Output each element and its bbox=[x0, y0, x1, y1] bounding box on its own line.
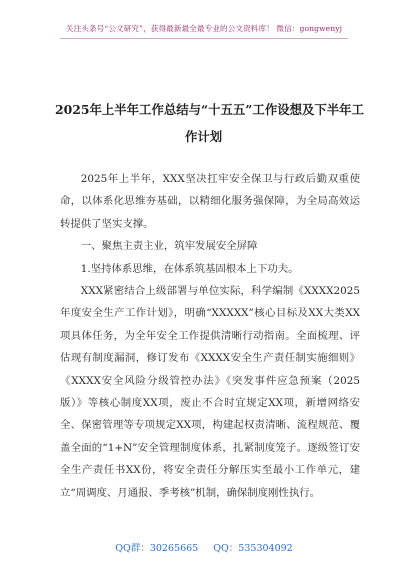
document-title-line-2: 作计划 bbox=[185, 129, 223, 144]
document-title-line-1: 2025年上半年工作总结与“十五五”工作设想及下半年工 bbox=[55, 102, 364, 117]
document-body bbox=[60, 168, 360, 504]
qq-contact-link[interactable]: QQ：535304092 bbox=[213, 543, 293, 554]
intro-paragraph: 2025年上半年，XXX坚决扛牢安全保卫与行政后勤双重使命，以体系化思维夯基础，以精细化服务强保障，为全局高效运转提供了坚实支撑。 bbox=[60, 173, 360, 230]
footer-contacts bbox=[0, 540, 408, 554]
body-paragraph: XXX紧密结合上级部署与单位实际，科学编制《XXXX2025年度安全生产工作计划》，明确“XXXXX”核心目标及XX大类XX项具体任务，为全年安全工作提供清晰行动指南。全面梳理、评估现有制度漏洞，修订发布《XXXX安全生产责任制实施细则》《XXXX安全风险分级管控办法》《突发事件应急预案（2025版）》等核心制度XX项，废止不合时宜规定XX项，新增网络安全、保密管理等专项规定XX项，构建起权责清晰、流程规范、覆盖全面的“1+N”安全管理制度体系，扎紧制度笼子。逐级签订安全生产责任书XX份，将安全责任分解压实至最小工作单元，建立“周调度、月通报、季考核”机制，确保制度刚性执行。 bbox=[60, 285, 360, 499]
subsection-heading: 1.坚持体系思维，在体系筑基固根本上下功夫。 bbox=[80, 262, 299, 275]
section-heading: 一、聚焦主责主业，筑牢发展安全屏障 bbox=[80, 240, 258, 253]
top-banner: 关注头条号“公文研究”，获得最新最全最专业的公文资料库！ 微信：gongwenyj bbox=[65, 24, 343, 33]
banner-divider bbox=[60, 38, 348, 39]
qq-group-link[interactable]: QQ群：30265665 bbox=[115, 543, 199, 554]
